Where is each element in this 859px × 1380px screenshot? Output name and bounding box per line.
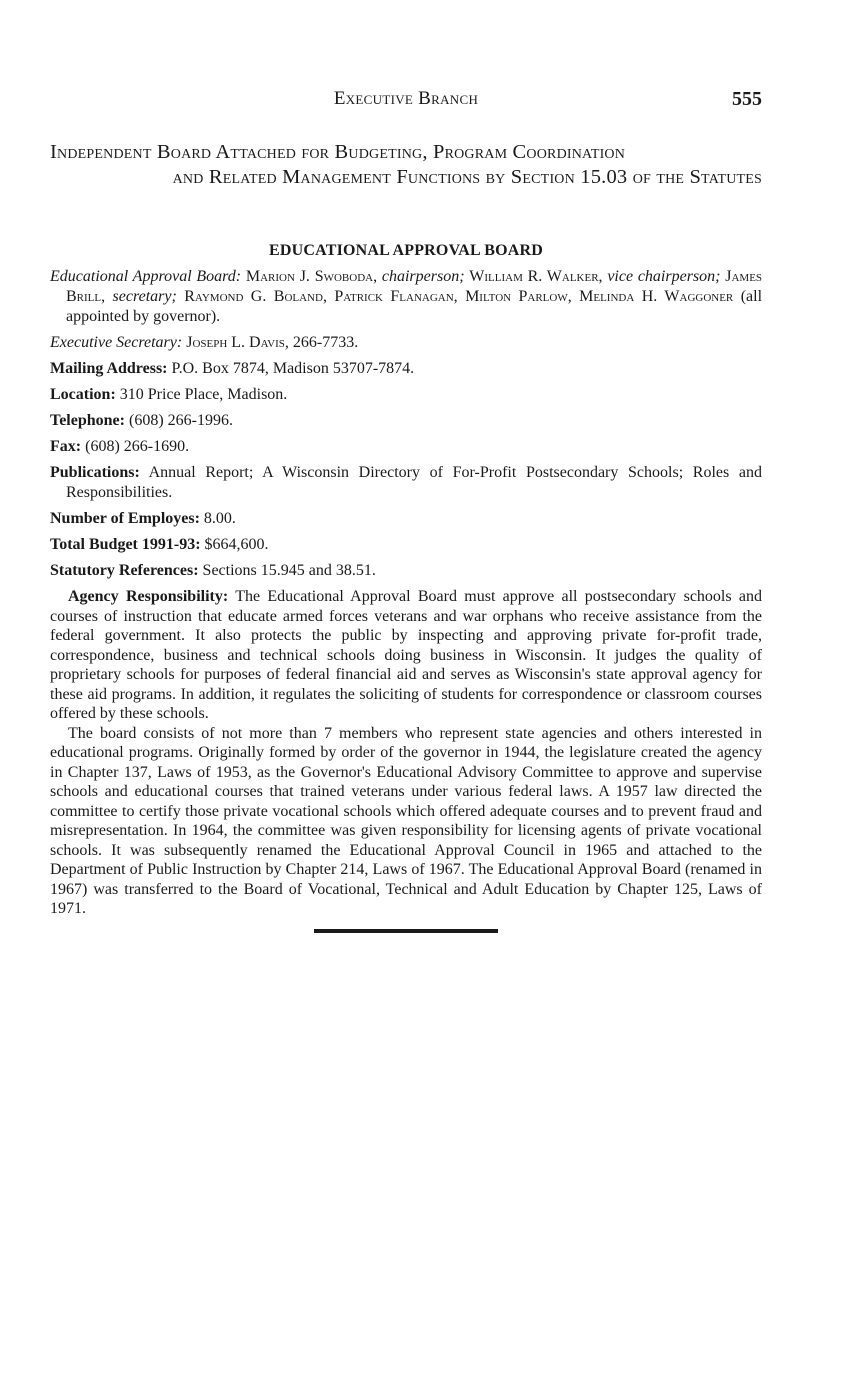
employees-value: 8.00. xyxy=(203,510,236,527)
agency-responsibility-paragraph xyxy=(50,587,762,724)
member-brill-name: James Brill, xyxy=(66,268,763,305)
budget-value: $664,600. xyxy=(204,536,269,553)
section-title-line-2: and Related Management Functions by Section 15.03 of the Statutes xyxy=(172,166,762,188)
mailing-address-label: Mailing Address: xyxy=(50,360,168,377)
agency-responsibility-label: Agency Responsibility: xyxy=(68,588,229,605)
exec-secretary-phone: 266-7733. xyxy=(292,334,359,351)
budget-label: Total Budget 1991-93: xyxy=(50,536,201,553)
publications-value: Annual Report; A Wisconsin Directory of For-Profit Postsecondary Schools; Roles and Responsibilities. xyxy=(66,464,763,501)
budget-entry xyxy=(50,535,762,555)
telephone-value: (608) 266-1996. xyxy=(128,412,233,429)
board-label: Educational Approval Board: xyxy=(50,268,242,285)
statutory-value: Sections 15.945 and 38.51. xyxy=(202,562,376,579)
agency-title: EDUCATIONAL APPROVAL BOARD xyxy=(269,242,543,259)
section-title-line-1: Independent Board Attached for Budgeting, Program Coordination xyxy=(50,141,626,163)
member-walker-name: William R. Walker, xyxy=(469,268,603,285)
fax-label: Fax: xyxy=(50,438,82,455)
other-members: Raymond G. Boland, Patrick Flanagan, Milton Parlow, Melinda H. Waggoner xyxy=(184,288,734,305)
section-end-rule xyxy=(314,929,498,933)
history-paragraph: The board consists of not more than 7 members who represent state agencies and others interested in educational programs. Originally formed by order of the governor in 1944, the legislature created the agency in Chapter 137, Laws of 1953, as the Governor's Educational Advisory Committee to approve and supervise schools and educational courses that trained veterans under various federal laws. A 1957 law directed the committee to certify those private vocational schools which offered adequate courses and to prevent fraud and misrepresentation. In 1964, the committee was given responsibility for licensing agents of private vocational schools. It was subsequently renamed the Educational Approval Council in 1965 and attached to the Department of Public Instruction by Chapter 214, Laws of 1967. The Educational Approval Board (renamed in 1967) was transferred to the Board of Vocational, Technical and Adult Education by Chapter 125, Laws of 1971. xyxy=(50,724,762,917)
member-brill-role: secretary; xyxy=(112,288,177,305)
appointment-note: (all appointed by governor). xyxy=(66,288,763,325)
location-label: Location: xyxy=(50,386,116,403)
member-swoboda-name: Marion J. Swoboda, xyxy=(245,268,378,285)
board-members-entry xyxy=(50,267,762,327)
member-walker-role: vice chairperson; xyxy=(607,268,721,285)
employees-entry xyxy=(50,509,762,529)
exec-secretary-entry xyxy=(50,333,762,353)
mailing-address-entry xyxy=(50,359,762,379)
location-value: 310 Price Place, Madison. xyxy=(119,386,288,403)
telephone-label: Telephone: xyxy=(50,412,125,429)
fax-entry xyxy=(50,437,762,457)
statutory-entry xyxy=(50,561,762,581)
page-number: 555 xyxy=(732,88,762,110)
employees-label: Number of Employes: xyxy=(50,510,200,527)
agency-responsibility-text: The Educational Approval Board must approve all postsecondary schools and courses of instruction that educate armed forces veterans and war orphans who receive assistance from the federal government. It also protects the public by inspecting and approving private for-profit trade, correspondence, business and technical schools doing business in Wisconsin. It judges the quality of proprietary schools for purposes of federal financial aid and serves as Wisconsin's state approval agency for these aid programs. In addition, it regulates the soliciting of students for correspondence or classroom courses offered by these schools. xyxy=(50,588,762,722)
exec-secretary-name: Joseph L. Davis, xyxy=(186,334,289,351)
section-title xyxy=(50,140,762,190)
mailing-address-value: P.O. Box 7874, Madison 53707-7874. xyxy=(171,360,415,377)
statutory-label: Statutory References: xyxy=(50,562,199,579)
fax-value: (608) 266-1690. xyxy=(85,438,190,455)
running-title: Executive Branch xyxy=(333,88,479,109)
publications-label: Publications: xyxy=(50,464,140,481)
publications-entry xyxy=(50,463,762,503)
exec-secretary-label: Executive Secretary: xyxy=(50,334,183,351)
member-swoboda-role: chairperson; xyxy=(381,268,465,285)
running-header xyxy=(50,88,762,112)
location-entry xyxy=(50,385,762,405)
telephone-entry xyxy=(50,411,762,431)
document-page xyxy=(50,0,762,933)
